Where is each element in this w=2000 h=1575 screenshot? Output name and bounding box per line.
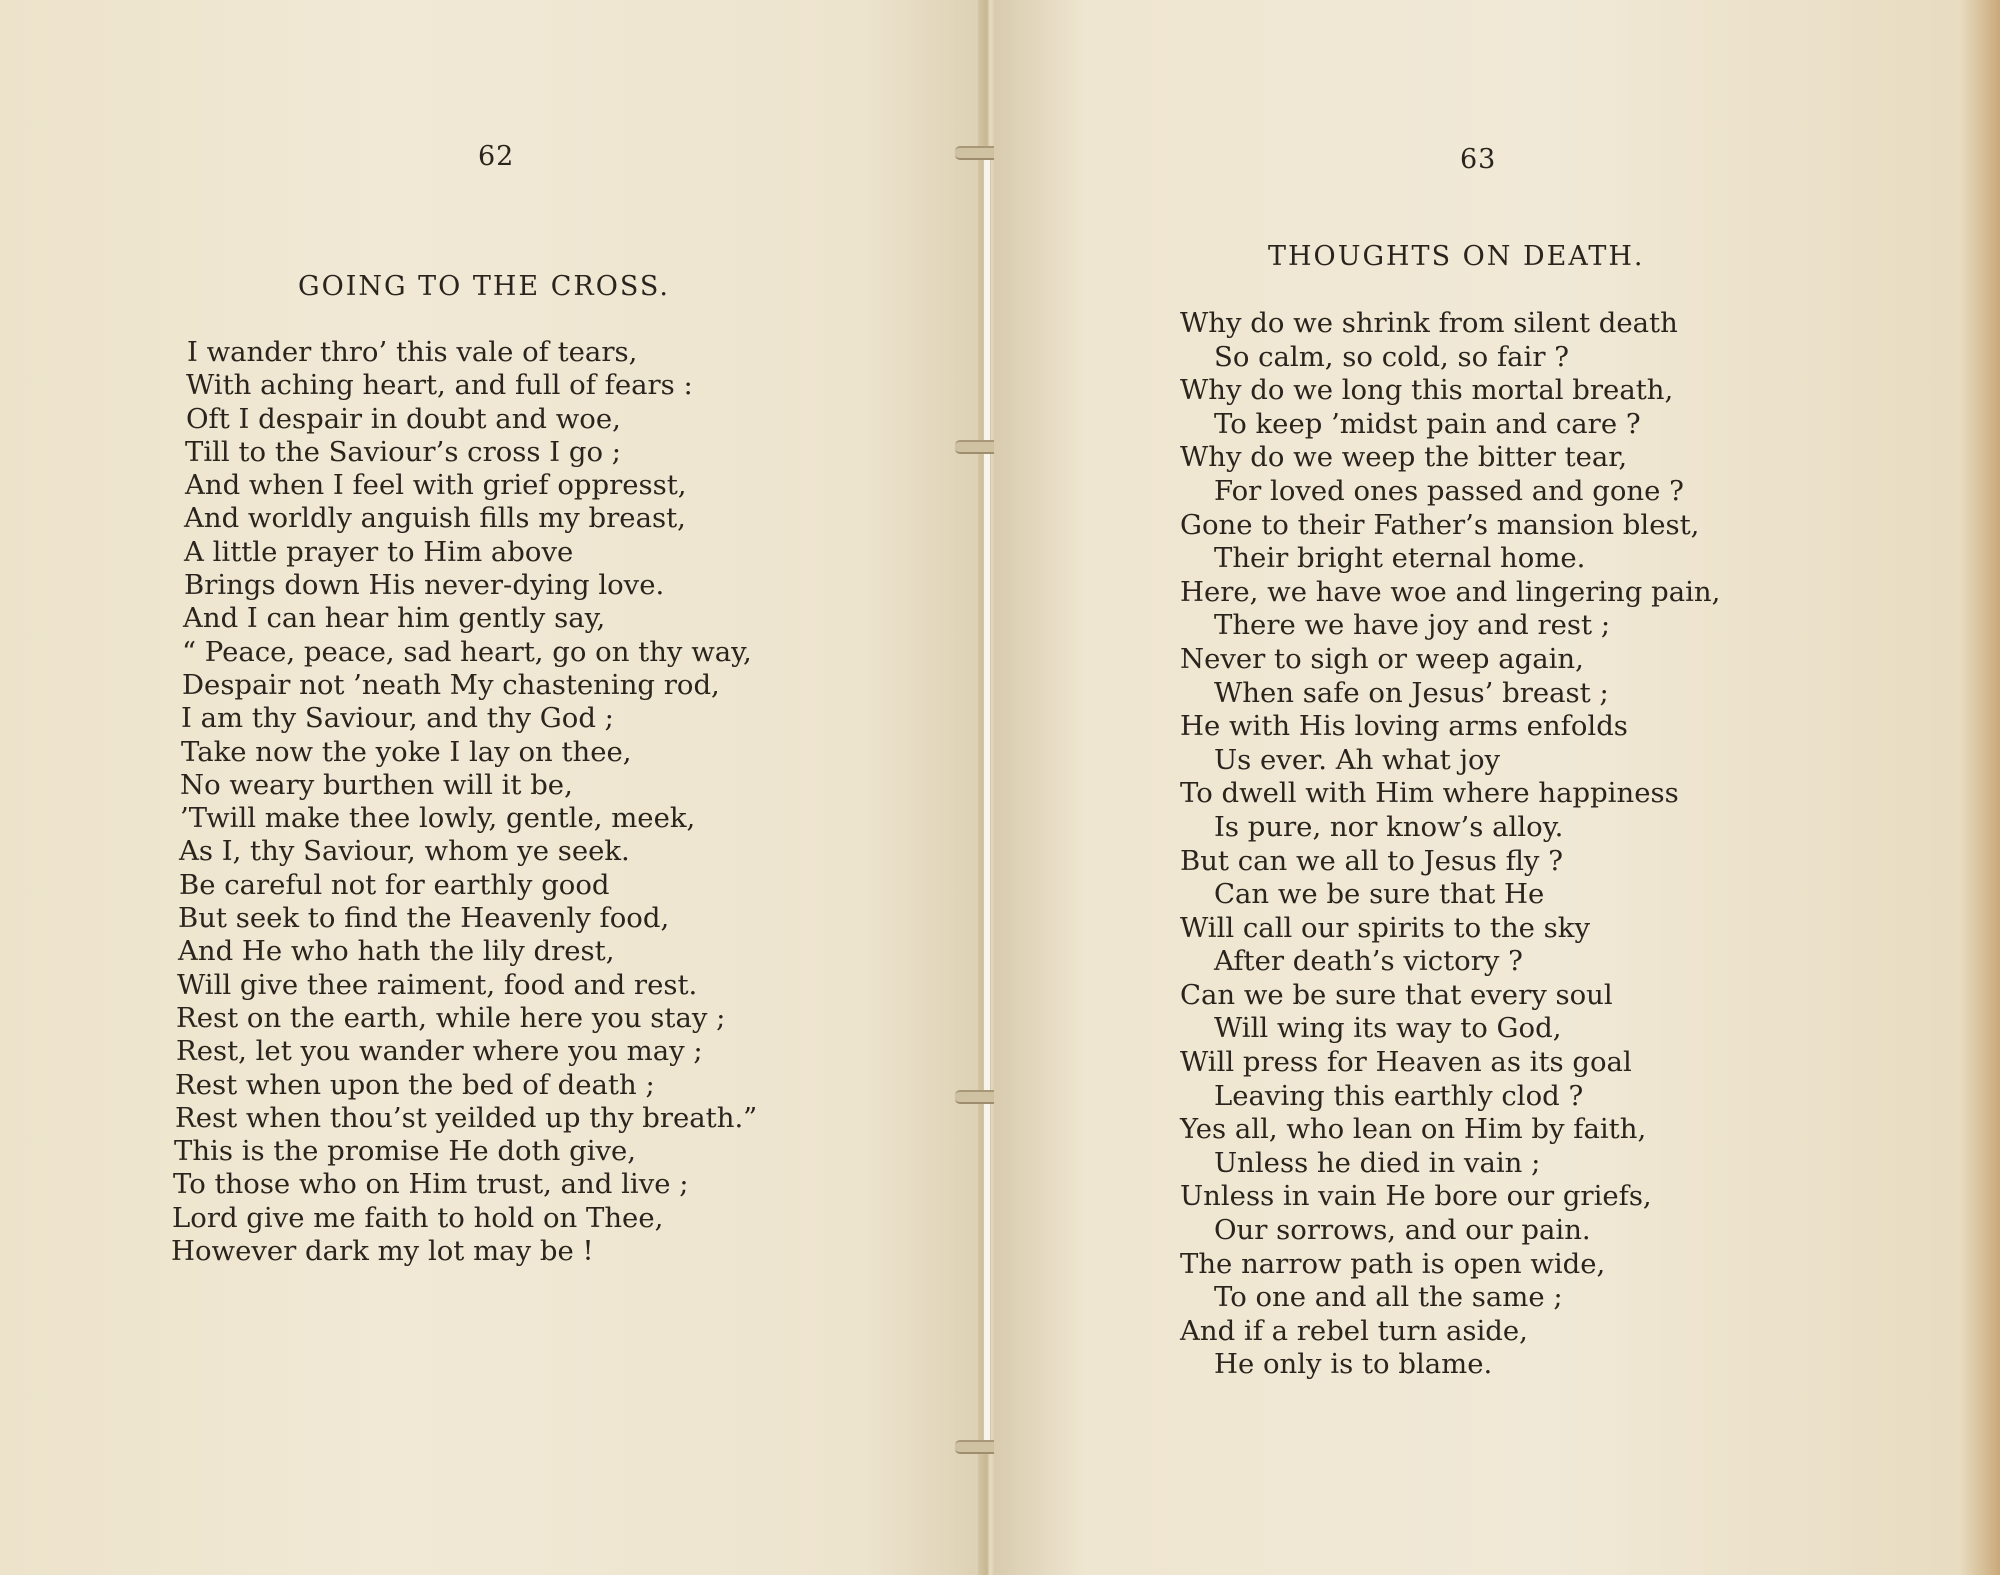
verse-line: As I, thy Saviour, whom ye seek.: [179, 835, 630, 868]
verse-line: No weary burthen will it be,: [180, 768, 573, 801]
verse-line: He only is to blame.: [1214, 1348, 1493, 1381]
verse-line: Gone to their Father’s mansion blest,: [1180, 508, 1700, 541]
verse-line: Can we be sure that every soul: [1180, 978, 1613, 1011]
verse-line: Rest when thou’st yeilded up thy breath.”: [175, 1101, 758, 1134]
verse-line: And I can hear him gently say,: [183, 602, 606, 635]
verse-line: Rest when upon the bed of death ;: [175, 1068, 655, 1101]
verse-line: Despair not ’neath My chastening rod,: [182, 668, 720, 701]
verse-line: Oft I despair in doubt and woe,: [186, 402, 621, 435]
verse-line: However dark my lot may be !: [171, 1235, 594, 1268]
verse-line: Till to the Saviour’s cross I go ;: [185, 435, 622, 468]
poem-title-right: THOUGHTS ON DEATH.: [1268, 241, 1645, 272]
verse-line: For loved ones passed and gone ?: [1214, 474, 1684, 507]
poem-lines-right: [1180, 307, 1720, 1382]
left-page: [0, 0, 982, 1575]
verse-line: Why do we long this mortal breath,: [1180, 374, 1674, 407]
verse-line: Be careful not for earthly good: [179, 868, 610, 901]
right-page: [994, 0, 2000, 1575]
verse-line: There we have joy and rest ;: [1214, 609, 1611, 642]
verse-line: Leaving this earthly clod ?: [1214, 1079, 1584, 1112]
verse-line: The narrow path is open wide,: [1180, 1247, 1606, 1280]
poem-lines-left: [171, 336, 758, 1268]
verse-line: But can we all to Jesus fly ?: [1180, 844, 1563, 877]
verse-line: So calm, so cold, so fair ?: [1214, 340, 1569, 373]
verse-line: Is pure, nor know’s alloy.: [1214, 810, 1564, 843]
verse-line: He with His loving arms enfolds: [1180, 710, 1628, 743]
verse-line: But seek to find the Heavenly food,: [178, 902, 670, 935]
verse-line: Unless in vain He bore our griefs,: [1180, 1180, 1652, 1213]
verse-line: Will give thee raiment, food and rest.: [177, 968, 698, 1001]
verse-line: I am thy Saviour, and thy God ;: [181, 702, 614, 735]
verse-line: And He who hath the lily drest,: [178, 935, 615, 968]
verse-line: Rest, let you wander where you may ;: [176, 1035, 703, 1068]
verse-line: Yes all, who lean on Him by faith,: [1180, 1113, 1647, 1146]
verse-line: To keep ’midst pain and care ?: [1214, 407, 1641, 440]
verse-line: When safe on Jesus’ breast ;: [1214, 676, 1609, 709]
verse-line: And if a rebel turn aside,: [1180, 1314, 1528, 1347]
verse-line: To one and all the same ;: [1214, 1281, 1563, 1314]
verse-line: And worldly anguish fills my breast,: [184, 502, 686, 535]
verse-line: Rest on the earth, while here you stay ;: [176, 1001, 726, 1034]
verse-line: “ Peace, peace, sad heart, go on thy way,: [182, 635, 752, 668]
verse-line: And when I feel with grief oppresst,: [185, 469, 687, 502]
verse-line: Us ever. Ah what joy: [1214, 743, 1501, 776]
page-number-left: 62: [478, 141, 515, 172]
verse-line: Will call our spirits to the sky: [1180, 911, 1590, 944]
verse-line: Can we be sure that He: [1214, 878, 1545, 911]
verse-line: Here, we have woe and lingering pain,: [1180, 575, 1721, 608]
verse-line: To dwell with Him where happiness: [1180, 777, 1679, 810]
verse-line: Lord give me faith to hold on Thee,: [172, 1201, 664, 1234]
page-number-right: 63: [1460, 144, 1497, 175]
verse-line: Take now the yoke I lay on thee,: [181, 735, 632, 768]
verse-line: Why do we shrink from silent death: [1180, 307, 1678, 339]
verse-line: ’Twill make thee lowly, gentle, meek,: [180, 802, 696, 835]
verse-line: With aching heart, and full of fears :: [186, 369, 693, 402]
verse-line: Their bright eternal home.: [1214, 542, 1586, 575]
verse-line: Never to sigh or weep again,: [1180, 642, 1584, 675]
verse-line: Will press for Heaven as its goal: [1180, 1046, 1632, 1079]
verse-line: Will wing its way to God,: [1214, 1012, 1562, 1045]
poem-title-left: GOING TO THE CROSS.: [298, 271, 670, 302]
verse-line: After death’s victory ?: [1214, 945, 1523, 978]
verse-line: Brings down His never-dying love.: [184, 569, 665, 602]
verse-line: Our sorrows, and our pain.: [1214, 1214, 1591, 1247]
verse-line: I wander thro’ this vale of tears,: [187, 336, 638, 368]
verse-line: Why do we weep the bitter tear,: [1180, 441, 1628, 474]
verse-line: This is the promise He doth give,: [174, 1135, 637, 1168]
binding-thread: [983, 148, 991, 1448]
verse-line: A little prayer to Him above: [184, 535, 574, 568]
verse-line: Unless he died in vain ;: [1214, 1146, 1541, 1179]
verse-line: To those who on Him trust, and live ;: [173, 1168, 689, 1201]
